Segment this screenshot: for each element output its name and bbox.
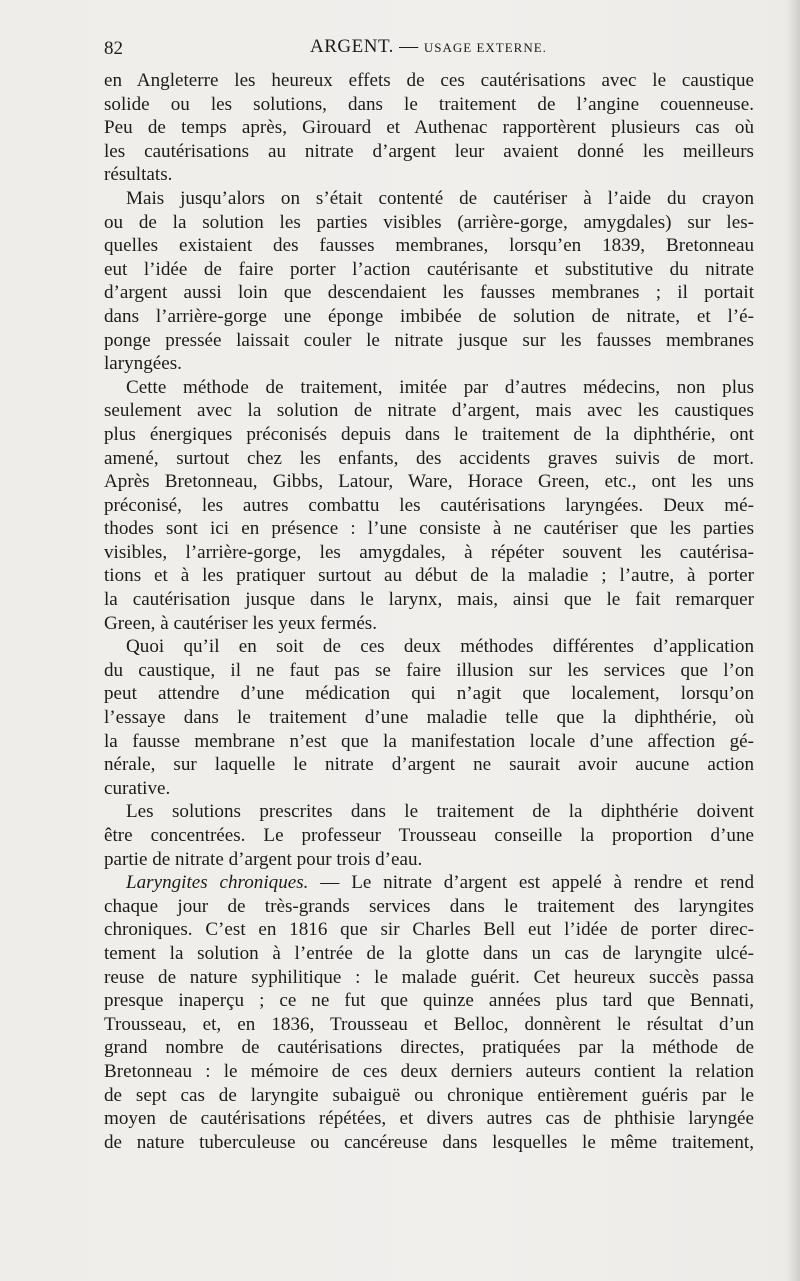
text-line: [104, 1084, 754, 1108]
text-line: [104, 116, 754, 140]
line-text: Après Bretonneau, Gibbs, Latour, Ware, Horace Green, etc., ont les uns: [104, 471, 754, 493]
line-text: être concentrées. Le professeur Trousseau conseille la proportion d’une: [104, 825, 754, 846]
text-line: [104, 494, 754, 518]
text-line: [104, 753, 754, 777]
text-line: [104, 140, 754, 164]
running-title: [310, 36, 547, 58]
line-text: ponge pressée laissait couler le nitrate jusque sur les fausses membranes: [104, 329, 754, 351]
text-line: [104, 281, 754, 305]
text-line: [104, 848, 754, 872]
line-text: partie de nitrate d’argent pour trois d’eau.: [104, 848, 423, 870]
running-title-main: ARGENT.: [310, 36, 394, 57]
text-line: [104, 211, 754, 235]
text-line: [104, 423, 754, 447]
line-text: d’argent aussi loin que descendaient les fausses membranes ; il portait: [104, 282, 754, 304]
line-text: amené, surtout chez les enfants, des accidents graves suivis de mort.: [104, 447, 754, 469]
running-title-sub: USAGE EXTERNE.: [423, 40, 547, 55]
text-line: [104, 470, 754, 494]
text-line: [104, 564, 754, 588]
line-text: Cette méthode de traitement, imitée par d’autres médecins, non plus: [126, 376, 754, 398]
text-line: [104, 635, 754, 659]
text-line: [104, 1013, 754, 1037]
text-line: [104, 895, 754, 919]
line-text: plus énergiques préconisés depuis dans le traitement de la diphthérie, ont: [104, 423, 754, 445]
text-line: [104, 163, 754, 187]
line-text: peut attendre d’une médication qui n’agit que localement, lorsqu’on: [104, 683, 754, 705]
text-line: [104, 376, 754, 400]
line-text: de sept cas de laryngite subaiguë ou chronique entièrement guéris par le: [104, 1084, 754, 1106]
line-text: grand nombre de cautérisations directes, pratiquées par la méthode de: [104, 1037, 754, 1059]
line-text: moyen de cautérisations répétées, et divers autres cas de phthisie laryngée: [104, 1108, 754, 1130]
text-line: [104, 871, 754, 895]
line-text: Trousseau, et, en 1836, Trousseau et Belloc, donnèrent le résultat d’un: [104, 1013, 754, 1035]
line-text: presque inaperçu ; ce ne fut que quinze années plus tard que Bennati,: [104, 990, 754, 1012]
text-line: [104, 234, 754, 258]
text-line: [104, 399, 754, 423]
text-line: [104, 918, 754, 942]
line-text: ou de la solution les parties visibles (arrière-gorge, amygdales) sur les-: [104, 211, 754, 233]
line-text: la fausse membrane n’est que la manifestation locale d’une affection gé-: [104, 730, 754, 752]
line-text: préconisé, les autres combattu les cautérisations laryngées. Deux mé-: [104, 494, 754, 516]
text-line: [104, 69, 754, 93]
line-text: du caustique, il ne faut pas se faire illusion sur les services que l’on: [104, 659, 754, 681]
text-line: [104, 93, 754, 117]
line-text: Mais jusqu’alors on s’était contenté de cautériser à l’aide du crayon: [126, 187, 754, 209]
line-text: quelles existaient des fausses membranes, lorsqu’en 1839, Bretonneau: [104, 235, 754, 257]
text-line: [104, 989, 754, 1013]
running-title-dash: —: [399, 36, 419, 57]
line-text: dans l’arrière-gorge une éponge imbibée de solution de nitrate, et l’é-: [104, 305, 754, 327]
text-line: [104, 706, 754, 730]
text-line: [104, 777, 754, 801]
text-line: [104, 1131, 754, 1155]
line-text: résultats.: [104, 164, 173, 186]
line-text: Bretonneau : le mémoire de ces deux derniers auteurs contient la relation: [104, 1060, 754, 1082]
text-line: [104, 588, 754, 612]
line-text: Peu de temps après, Girouard et Authenac rapportèrent plusieurs cas où: [104, 117, 754, 139]
line-text: en Angleterre les heureux effets de ces cautérisations avec le caustique: [104, 70, 754, 91]
line-text: reuse de nature syphilitique : le malade guérit. Cet heureux succès passa: [104, 966, 754, 988]
line-text: tions et à les pratiquer surtout au début de la maladie ; l’autre, à porter: [104, 565, 754, 587]
line-text: seulement avec la solution de nitrate d’argent, mais avec les caustiques: [104, 400, 754, 422]
line-text: de nature tuberculeuse ou cancéreuse dans lesquelles le même traitement,: [104, 1131, 754, 1153]
text-line: [104, 612, 754, 636]
text-line: [104, 187, 754, 211]
line-text: — Le nitrate d’argent est appelé à rendre et rend: [308, 872, 754, 894]
line-text: tement la solution à l’entrée de la glotte dans un cas de laryngite ulcé-: [104, 942, 754, 964]
text-line: [104, 800, 754, 824]
text-line: [104, 966, 754, 990]
line-text: la cautérisation jusque dans le larynx, mais, ainsi que le fait remarquer: [104, 589, 754, 611]
text-line: [104, 305, 754, 329]
text-line: [104, 517, 754, 541]
text-line: [104, 352, 754, 376]
line-text: Quoi qu’il en soit de ces deux méthodes différentes d’application: [126, 636, 754, 658]
running-header: [104, 36, 756, 66]
line-text: solide ou les solutions, dans le traitement de l’angine couenneuse.: [104, 93, 754, 115]
line-text: les cautérisations au nitrate d’argent leur avaient donné les meilleurs: [104, 140, 754, 162]
text-line: [104, 682, 754, 706]
body-text: [104, 69, 754, 1154]
line-text: chroniques. C’est en 1816 que sir Charles Bell eut l’idée de porter direc-: [104, 919, 754, 941]
text-line: [104, 258, 754, 282]
line-text: nérale, sur laquelle le nitrate d’argent ne saurait avoir aucune action: [104, 754, 754, 776]
section-heading: Laryngites chroniques.: [126, 872, 309, 894]
line-text: Les solutions prescrites dans le traitement de la diphthérie doivent: [126, 801, 754, 823]
line-text: laryngées.: [104, 353, 182, 375]
text-line: [104, 730, 754, 754]
text-line: [104, 824, 754, 848]
line-text: Green, à cautériser les yeux fermés.: [104, 612, 378, 634]
text-line: [104, 1060, 754, 1084]
text-line: [104, 1036, 754, 1060]
line-text: chaque jour de très-grands services dans le traitement des laryngites: [104, 895, 754, 917]
line-text: eut l’idée de faire porter l’action cautérisante et substitutive du nitrate: [104, 258, 754, 280]
text-line: [104, 659, 754, 683]
text-line: [104, 541, 754, 565]
page-edge-shadow: [786, 0, 800, 1281]
text-line: [104, 447, 754, 471]
page-number: 82: [104, 38, 123, 59]
line-text: curative.: [104, 777, 171, 799]
text-line: [104, 942, 754, 966]
line-text: visibles, l’arrière-gorge, les amygdales, à répéter souvent les cautérisa-: [104, 541, 754, 563]
line-text: thodes sont ici en présence : l’une consiste à ne cautériser que les parties: [104, 518, 754, 540]
text-line: [104, 329, 754, 353]
text-line: [104, 1107, 754, 1131]
line-text: l’essaye dans le traitement d’une maladie telle que la diphthérie, où: [104, 707, 754, 729]
